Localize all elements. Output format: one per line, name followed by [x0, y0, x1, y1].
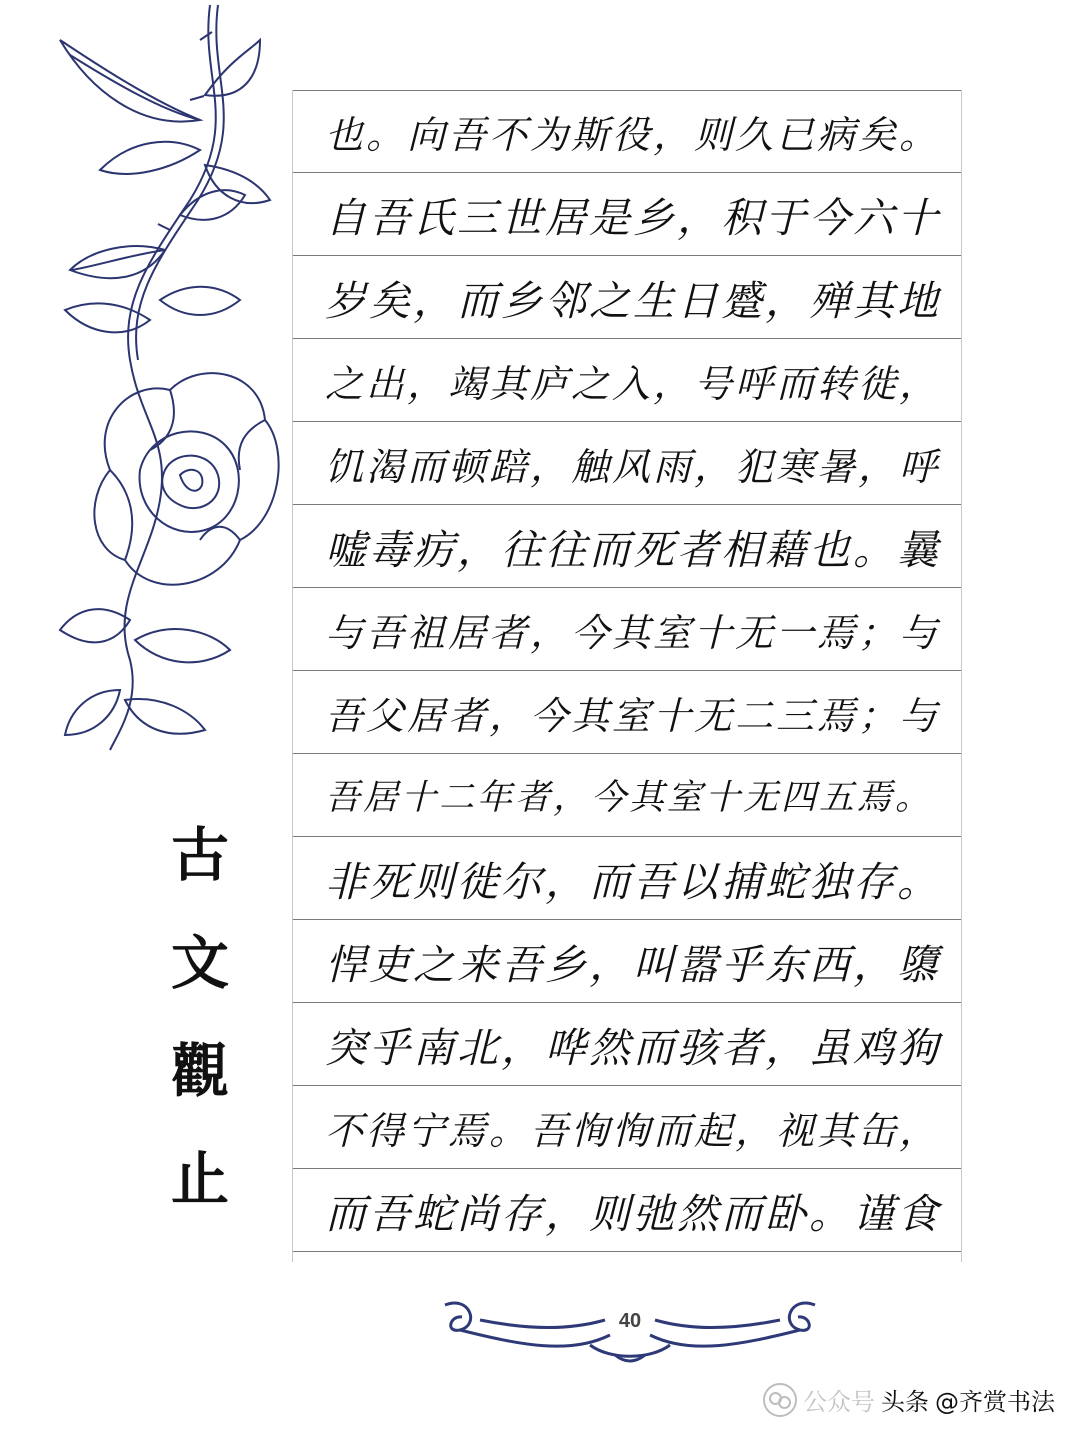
page-number: 40: [618, 1310, 642, 1332]
watermark-account: @齐赏书法: [935, 1388, 1055, 1416]
calligraphy-sheet: [292, 90, 962, 1262]
text-line: [293, 588, 961, 671]
text-line-content: 饥渴而顿踣，触风雨，犯寒暑，呼: [325, 444, 941, 489]
text-line: [293, 1169, 961, 1252]
text-line: [293, 173, 961, 256]
text-line-content: 悍吏之来吾乡，叫嚣乎东西，隳: [325, 940, 941, 989]
text-line-content: 非死则徙尔，而吾以捕蛇独存。: [325, 857, 941, 906]
side-title-char: 觀: [170, 1037, 229, 1105]
text-line-content: 岁矣，而乡邻之生日蹙，殚其地: [325, 276, 941, 325]
text-line: [293, 422, 961, 505]
text-line-content: 而吾蛇尚存，则弛然而卧。谨食: [325, 1189, 941, 1238]
text-line-content: 自吾氏三世居是乡，积于今六十: [325, 193, 941, 242]
text-line: [293, 256, 961, 339]
side-title-char: 文: [170, 929, 229, 997]
text-line-content: 突乎南北，哗然而骇者，虽鸡狗: [325, 1023, 941, 1072]
text-line: [293, 90, 961, 173]
text-line-content: 也。向吾不为斯役，则久已病矣。: [325, 113, 941, 157]
text-line-content: 吾父居者，今其室十无二三焉；与: [325, 693, 941, 738]
text-line: [293, 1003, 961, 1086]
text-line-content: 之出，竭其庐之入，号呼而转徙，: [325, 361, 941, 406]
text-line-content: 嘘毒疠，往往而死者相藉也。曩: [325, 525, 941, 574]
text-line: [293, 339, 961, 422]
text-line: [293, 505, 961, 588]
side-title-char: 古: [170, 821, 229, 889]
text-line: [293, 920, 961, 1003]
text-line-content: 不得宁焉。吾恂恂而起，视其缶，: [325, 1108, 941, 1153]
text-line-content: 吾居十二年者，今其室十无四五焉。: [325, 778, 934, 818]
side-title: [145, 820, 255, 1214]
text-line-content: 与吾祖居者，今其室十无一焉；与: [325, 610, 941, 655]
text-line: [293, 837, 961, 920]
watermark-platform: 头条: [881, 1388, 929, 1416]
floral-ornament: [50, 0, 280, 760]
watermark: [763, 1382, 1055, 1417]
text-line: [293, 1086, 961, 1169]
side-title-char: 止: [170, 1145, 229, 1213]
watermark-platform-faint: 公众号: [803, 1388, 875, 1416]
text-line: [293, 671, 961, 754]
wechat-icon: [763, 1383, 797, 1417]
text-line: [293, 754, 961, 837]
